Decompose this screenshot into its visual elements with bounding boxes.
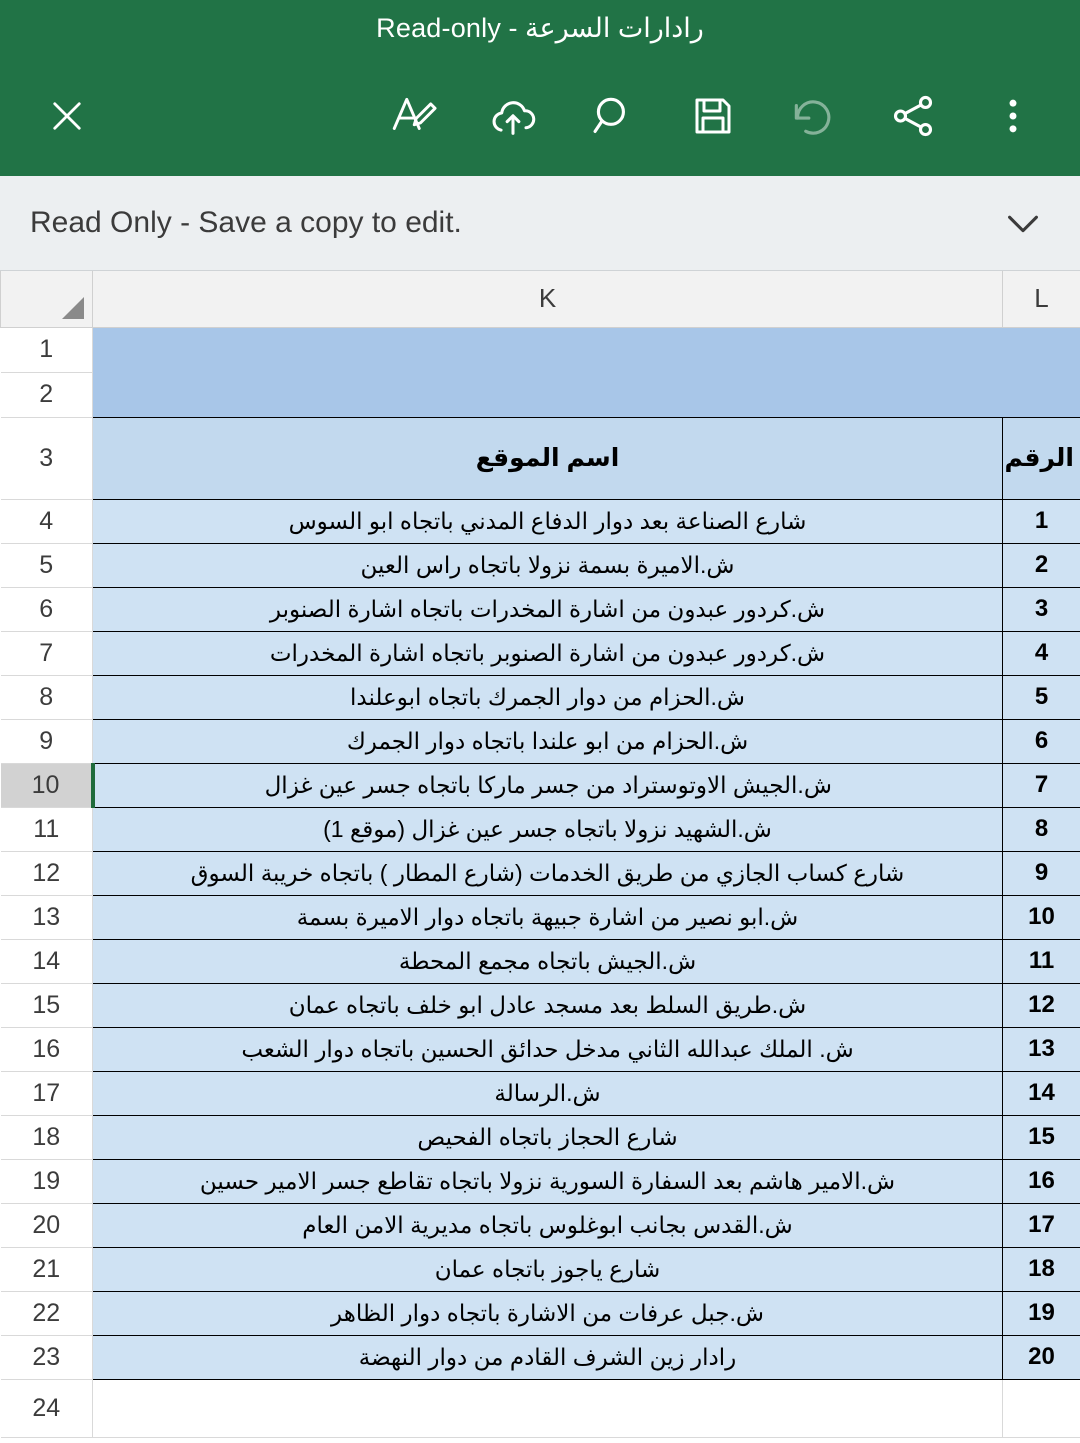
save-icon[interactable] xyxy=(680,83,746,149)
spreadsheet-grid[interactable] xyxy=(0,271,1080,1443)
table-row xyxy=(1,1159,1080,1203)
more-options-icon[interactable] xyxy=(980,83,1046,149)
undo-icon[interactable] xyxy=(780,83,846,149)
cell-l14[interactable]: 11 xyxy=(1003,939,1080,983)
cell-k12[interactable]: شارع كساب الجازي من طريق الخدمات (شارع المطار ) باتجاه خريبة السوق xyxy=(93,851,1003,895)
cell-k6[interactable]: ش.كردور عبدون من اشارة المخدرات باتجاه اشارة الصنوبر xyxy=(93,587,1003,631)
table-row xyxy=(1,895,1080,939)
cell-l19[interactable]: 16 xyxy=(1003,1159,1080,1203)
cell-k4[interactable]: شارع الصناعة بعد دوار الدفاع المدني باتجاه ابو السوس xyxy=(93,499,1003,543)
row-header-16[interactable]: 16 xyxy=(1,1027,93,1071)
chevron-down-icon[interactable] xyxy=(996,196,1050,250)
row-header-13[interactable]: 13 xyxy=(1,895,93,939)
table-row xyxy=(1,499,1080,543)
cell-l15[interactable]: 12 xyxy=(1003,983,1080,1027)
cell-l13[interactable]: 10 xyxy=(1003,895,1080,939)
cell-l22[interactable]: 19 xyxy=(1003,1291,1080,1335)
cell-l7[interactable]: 4 xyxy=(1003,631,1080,675)
table-row xyxy=(1,807,1080,851)
cell-l23[interactable]: 20 xyxy=(1003,1335,1080,1379)
row-header-5[interactable]: 5 xyxy=(1,543,93,587)
cell-k16[interactable]: ش. الملك عبدالله الثاني مدخل حدائق الحسين باتجاه دوار الشعب xyxy=(93,1027,1003,1071)
cell-k22[interactable]: ش.جبل عرفات من الاشارة باتجاه دوار الظاهر xyxy=(93,1291,1003,1335)
row-header-23[interactable]: 23 xyxy=(1,1335,93,1379)
cell-l10[interactable]: 7 xyxy=(1003,763,1080,807)
cell-l8[interactable]: 5 xyxy=(1003,675,1080,719)
table-row xyxy=(1,1115,1080,1159)
cell-l5[interactable]: 2 xyxy=(1003,543,1080,587)
row-header-17[interactable]: 17 xyxy=(1,1071,93,1115)
table-row xyxy=(1,1071,1080,1115)
cell-k9[interactable]: ش.الحزام من ابو علندا باتجاه دوار الجمرك xyxy=(93,719,1003,763)
cell-k11[interactable]: ش.الشهيد نزولا باتجاه جسر عين غزال (موقع 1) xyxy=(93,807,1003,851)
table-row xyxy=(1,327,1080,372)
share-icon[interactable] xyxy=(880,83,946,149)
table-row xyxy=(1,372,1080,417)
cell-k20[interactable]: ش.القدس بجانب ابوغلوس باتجاه مديرية الامن العام xyxy=(93,1203,1003,1247)
cell-l16[interactable]: 13 xyxy=(1003,1027,1080,1071)
cell-k2[interactable] xyxy=(93,372,1003,417)
cell-l12[interactable]: 9 xyxy=(1003,851,1080,895)
grid-table xyxy=(0,271,1080,1438)
row-header-18[interactable]: 18 xyxy=(1,1115,93,1159)
row-header-2[interactable]: 2 xyxy=(1,372,93,417)
cloud-upload-icon[interactable] xyxy=(480,83,546,149)
row-header-1[interactable]: 1 xyxy=(1,327,93,372)
toolbar xyxy=(0,56,1080,176)
corner-triangle-icon xyxy=(62,297,84,319)
table-row xyxy=(1,851,1080,895)
table-row xyxy=(1,1291,1080,1335)
table-row xyxy=(1,1247,1080,1291)
cell-l4[interactable]: 1 xyxy=(1003,499,1080,543)
table-row xyxy=(1,417,1080,499)
row-header-9[interactable]: 9 xyxy=(1,719,93,763)
row-header-19[interactable]: 19 xyxy=(1,1159,93,1203)
cell-k14[interactable]: ش.الجيش باتجاه مجمع المحطة xyxy=(93,939,1003,983)
cell-k7[interactable]: ش.كردور عبدون من اشارة الصنوبر باتجاه اشارة المخدرات xyxy=(93,631,1003,675)
row-header-12[interactable]: 12 xyxy=(1,851,93,895)
row-header-3[interactable]: 3 xyxy=(1,417,93,499)
table-row xyxy=(1,1203,1080,1247)
column-header-row xyxy=(1,271,1080,327)
cell-k15[interactable]: ش.طريق السلط بعد مسجد عادل ابو خلف باتجاه عمان xyxy=(93,983,1003,1027)
search-icon[interactable] xyxy=(580,83,646,149)
cell-l18[interactable]: 15 xyxy=(1003,1115,1080,1159)
table-row xyxy=(1,1335,1080,1379)
cell-k10[interactable]: ش.الجيش الاوتوستراد من جسر ماركا باتجاه جسر عين غزال xyxy=(93,763,1003,807)
cell-k5[interactable]: ش.الاميرة بسمة نزولا باتجاه راس العين xyxy=(93,543,1003,587)
cell-l20[interactable]: 17 xyxy=(1003,1203,1080,1247)
cell-l3-number-header[interactable]: الرقم xyxy=(1003,417,1080,499)
cell-k18[interactable]: شارع الحجاز باتجاه الفحيص xyxy=(93,1115,1003,1159)
table-row xyxy=(1,675,1080,719)
cell-l21[interactable]: 18 xyxy=(1003,1247,1080,1291)
column-header-k[interactable]: K xyxy=(93,271,1003,327)
cell-k13[interactable]: ش.ابو نصير من اشارة جبيهة باتجاه دوار الاميرة بسمة xyxy=(93,895,1003,939)
cell-k19[interactable]: ش.الامير هاشم بعد السفارة السورية نزولا باتجاه تقاطع جسر الامير حسين xyxy=(93,1159,1003,1203)
row-header-24[interactable]: 24 xyxy=(1,1379,93,1437)
table-row xyxy=(1,763,1080,807)
row-header-14[interactable]: 14 xyxy=(1,939,93,983)
table-row xyxy=(1,631,1080,675)
cell-l11[interactable]: 8 xyxy=(1003,807,1080,851)
read-only-message: Read Only - Save a copy to edit. xyxy=(30,206,462,239)
table-row xyxy=(1,543,1080,587)
table-row xyxy=(1,1027,1080,1071)
row-header-15[interactable]: 15 xyxy=(1,983,93,1027)
row-header-20[interactable]: 20 xyxy=(1,1203,93,1247)
table-row xyxy=(1,939,1080,983)
cell-k3-location-header[interactable]: اسم الموقع xyxy=(93,417,1003,499)
row-header-10[interactable]: 10 xyxy=(1,763,93,807)
cell-l2[interactable] xyxy=(1003,372,1080,417)
row-header-6[interactable]: 6 xyxy=(1,587,93,631)
select-all-corner[interactable] xyxy=(1,271,93,327)
table-row xyxy=(1,719,1080,763)
title-bar xyxy=(0,0,1080,56)
row-header-11[interactable]: 11 xyxy=(1,807,93,851)
cell-l1[interactable] xyxy=(1003,327,1080,372)
cell-k23[interactable]: رادار زين الشرف القادم من دوار النهضة xyxy=(93,1335,1003,1379)
cell-l17[interactable]: 14 xyxy=(1003,1071,1080,1115)
read-only-banner[interactable] xyxy=(0,176,1080,271)
close-icon[interactable] xyxy=(34,83,100,149)
window-title: رادارات السرعة - Read-only xyxy=(376,12,704,43)
row-header-7[interactable]: 7 xyxy=(1,631,93,675)
cell-l9[interactable]: 6 xyxy=(1003,719,1080,763)
row-header-21[interactable]: 21 xyxy=(1,1247,93,1291)
cell-k8[interactable]: ش.الحزام من دوار الجمرك باتجاه ابوعلندا xyxy=(93,675,1003,719)
row-header-8[interactable]: 8 xyxy=(1,675,93,719)
cell-k21[interactable]: شارع ياجوز باتجاه عمان xyxy=(93,1247,1003,1291)
row-header-4[interactable]: 4 xyxy=(1,499,93,543)
cell-k24[interactable] xyxy=(93,1379,1003,1437)
cell-l24[interactable] xyxy=(1003,1379,1080,1437)
edit-pencil-icon[interactable] xyxy=(380,83,446,149)
row-header-22[interactable]: 22 xyxy=(1,1291,93,1335)
table-row xyxy=(1,1379,1080,1437)
cell-k1[interactable] xyxy=(93,327,1003,372)
table-row xyxy=(1,983,1080,1027)
cell-k17[interactable]: ش.الرسالة xyxy=(93,1071,1003,1115)
column-header-l[interactable]: L xyxy=(1003,271,1080,327)
table-row xyxy=(1,587,1080,631)
cell-l6[interactable]: 3 xyxy=(1003,587,1080,631)
